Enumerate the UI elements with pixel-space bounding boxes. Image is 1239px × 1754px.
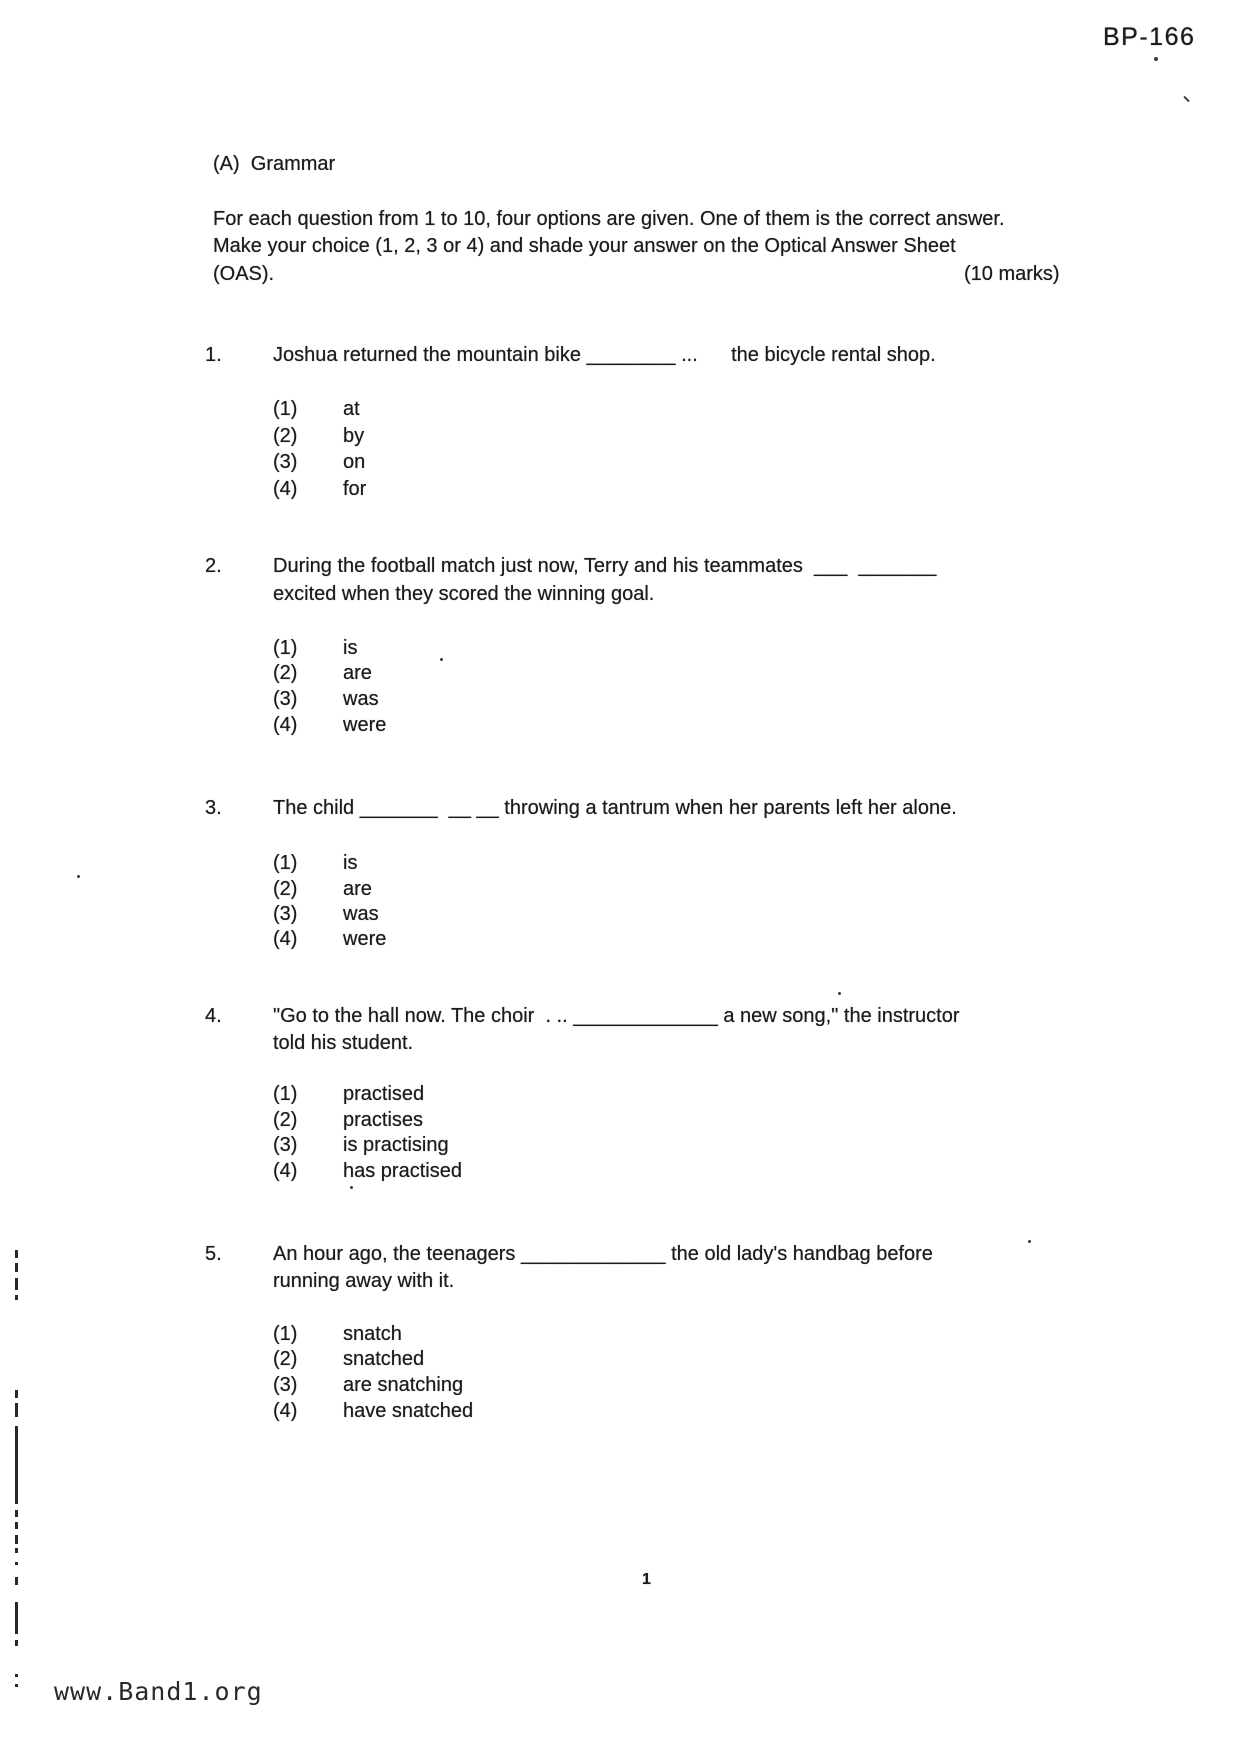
option-text: on — [343, 451, 366, 473]
option-label: (2) — [273, 1348, 298, 1370]
option-label: (3) — [273, 451, 298, 473]
option-text: snatch — [343, 1323, 402, 1345]
question-text: told his student. — [273, 1032, 414, 1054]
option-label: (2) — [273, 662, 298, 684]
option-text: have snatched — [343, 1400, 474, 1422]
instructions-line-3: (OAS). — [213, 263, 275, 285]
instructions-line-2: Make your choice (1, 2, 3 or 4) and shade your answer on the Optical Answer Sheet — [213, 235, 956, 257]
option-label: (1) — [273, 637, 298, 659]
question-text: The child _______ __ __ throwing a tantrum when her parents left her alone. — [273, 797, 957, 819]
option-text: has practised — [343, 1160, 462, 1182]
option-label: (4) — [273, 714, 298, 736]
option-label: (2) — [273, 1109, 298, 1131]
question-number: 4. — [205, 1005, 222, 1027]
answer-option — [273, 661, 372, 685]
option-text: are — [343, 662, 372, 684]
scan-speck — [1183, 96, 1189, 102]
answer-option — [273, 636, 357, 660]
answer-option — [273, 1133, 449, 1157]
option-text: snatched — [343, 1348, 425, 1370]
marks-label: (10 marks) — [964, 263, 1060, 285]
option-text: is practising — [343, 1134, 449, 1156]
scan-artifact-line — [15, 1278, 18, 1290]
answer-option — [273, 1399, 473, 1423]
answer-option — [273, 902, 379, 926]
question-text: excited when they scored the winning goal. — [273, 583, 655, 605]
option-text: were — [343, 714, 387, 736]
scan-artifact-line — [15, 1548, 18, 1553]
scan-artifact-line — [15, 1577, 18, 1585]
option-text: are — [343, 878, 372, 900]
answer-option — [273, 1347, 424, 1371]
scan-artifact-line — [15, 1640, 18, 1646]
scan-speck — [838, 992, 841, 995]
option-label: (3) — [273, 688, 298, 710]
answer-option — [273, 424, 364, 448]
question-number: 1. — [205, 344, 222, 366]
option-label: (1) — [273, 398, 298, 420]
scan-speck — [1028, 1240, 1031, 1243]
question-text: running away with it. — [273, 1270, 455, 1292]
option-label: (4) — [273, 1400, 298, 1422]
answer-option — [273, 397, 360, 421]
answer-option — [273, 1159, 462, 1183]
option-label: (1) — [273, 1323, 298, 1345]
question-text: Joshua returned the mountain bike ________ ... the bicycle rental shop. — [273, 344, 936, 366]
answer-option — [273, 1108, 423, 1132]
instructions-line-1: For each question from 1 to 10, four options are given. One of them is the correct answer. — [213, 208, 1005, 230]
option-label: (1) — [273, 1083, 298, 1105]
question-number: 5. — [205, 1243, 222, 1265]
answer-option — [273, 1322, 402, 1346]
option-label: (4) — [273, 478, 298, 500]
question-text: "Go to the hall now. The choir . .. _____________ a new song," the instructor — [273, 1005, 960, 1027]
scan-artifact-line — [15, 1684, 18, 1687]
scan-artifact-line — [15, 1263, 18, 1272]
scan-artifact-line — [15, 1295, 18, 1300]
answer-option — [273, 1373, 463, 1397]
option-text: was — [343, 688, 379, 710]
scan-artifact-line — [15, 1403, 18, 1417]
scan-speck — [77, 875, 80, 878]
answer-option — [273, 450, 365, 474]
option-label: (3) — [273, 1134, 298, 1156]
scan-artifact-line — [15, 1250, 18, 1258]
question-text: During the football match just now, Terry and his teammates ___ _______ — [273, 555, 937, 577]
option-label: (3) — [273, 1374, 298, 1396]
question-number: 3. — [205, 797, 222, 819]
scan-speck — [440, 658, 443, 661]
page-number: 1 — [642, 1571, 651, 1588]
scan-artifact-line — [15, 1390, 18, 1398]
option-text: at — [343, 398, 360, 420]
option-text: by — [343, 425, 365, 447]
scan-artifact-line — [15, 1562, 18, 1565]
option-label: (4) — [273, 928, 298, 950]
option-label: (2) — [273, 878, 298, 900]
answer-option — [273, 877, 372, 901]
option-text: is — [343, 852, 358, 874]
answer-option — [273, 927, 386, 951]
doc-code: BP-166 — [1103, 23, 1196, 51]
scan-artifact-line — [15, 1535, 18, 1544]
scan-artifact-line — [15, 1426, 18, 1504]
scan-artifact-line — [15, 1674, 18, 1677]
watermark: www.Band1.org — [54, 1677, 263, 1706]
option-text: for — [343, 478, 367, 500]
question-text: An hour ago, the teenagers _____________ the old lady's handbag before — [273, 1243, 933, 1265]
question-number: 2. — [205, 555, 222, 577]
scan-artifact-line — [15, 1522, 18, 1529]
scan-speck — [350, 1186, 353, 1189]
answer-option — [273, 687, 379, 711]
answer-option — [273, 713, 386, 737]
section-title: (A) Grammar — [213, 153, 336, 175]
option-text: practised — [343, 1083, 425, 1105]
answer-option — [273, 477, 366, 501]
option-label: (4) — [273, 1160, 298, 1182]
option-label: (1) — [273, 852, 298, 874]
option-text: was — [343, 903, 379, 925]
option-text: is — [343, 637, 358, 659]
option-label: (3) — [273, 903, 298, 925]
option-text: practises — [343, 1109, 424, 1131]
scan-artifact-line — [15, 1510, 18, 1517]
answer-option — [273, 851, 357, 875]
option-label: (2) — [273, 425, 298, 447]
scan-speck — [1154, 57, 1158, 61]
option-text: are snatching — [343, 1374, 464, 1396]
option-text: were — [343, 928, 387, 950]
answer-option — [273, 1082, 424, 1106]
scan-artifact-line — [15, 1602, 18, 1634]
